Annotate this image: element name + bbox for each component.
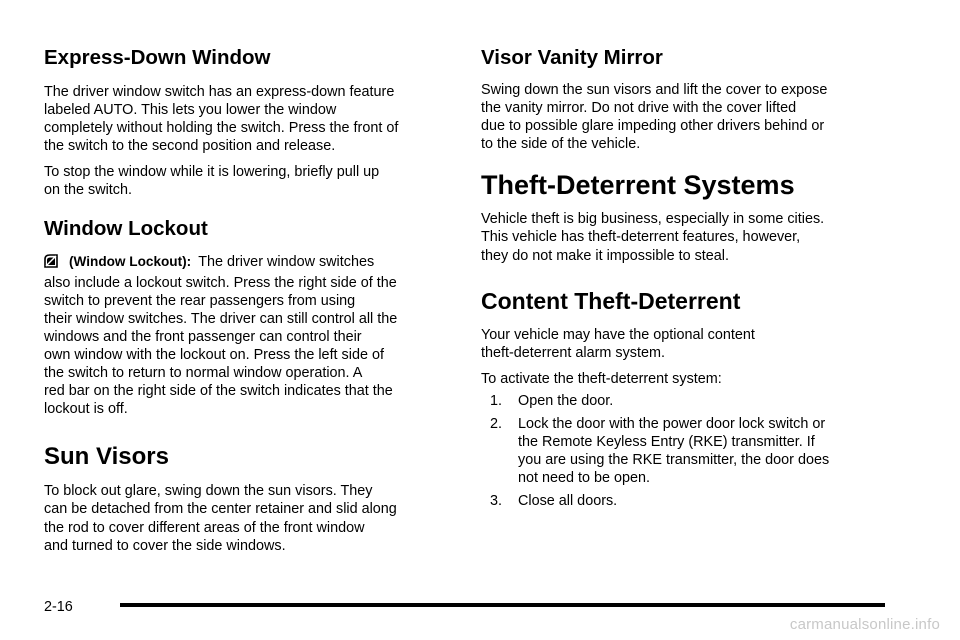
express-down-paragraph-2: To stop the window while it is lowering, briefly pull up on the switch. [44, 164, 380, 199]
watermark: carmanualsonline.info [789, 616, 940, 633]
window-lockout-heading: Window Lockout [44, 216, 208, 240]
window-lockout-paragraph: also include a lockout switch. Press the right side of the switch to prevent the rear passengers from using their window switches. The driver can still control all the windows and the front passenger can control their own window with the lockout on. Press the left side of the switch to return to normal window operation. A red bar on the right side of the switch indicates that the lockout is off. [44, 274, 398, 418]
activation-steps-list [481, 392, 901, 511]
step-number: 3. [490, 493, 503, 510]
page-number: 2-16 [44, 599, 73, 615]
right-column [481, 46, 901, 511]
sun-visors-paragraph: To block out glare, swing down the sun visors. They can be detached from the center retainer and slid along the rod to cover different areas of the front window and turned to cover the side windows. [44, 483, 397, 554]
step-text: Lock the door with the power door lock switch or the Remote Keyless Entry (RKE) transmitter. If you are using the RKE transmitter, the door does not need to be open. [518, 416, 830, 487]
footer-rule [120, 603, 885, 607]
list-item [481, 392, 901, 410]
vanity-mirror-heading: Visor Vanity Mirror [481, 46, 663, 69]
step-number: 1. [490, 392, 503, 409]
step-number: 2. [490, 416, 503, 433]
list-item [481, 492, 901, 510]
content-theft-paragraph-2: To activate the theft-deterrent system: [481, 370, 722, 387]
content-theft-paragraph-1: Your vehicle may have the optional content theft-deterrent alarm system. [481, 326, 755, 361]
window-lockout-lead-text: The driver window switches [198, 253, 375, 270]
step-text: Close all doors. [518, 493, 618, 510]
window-lockout-lead-line [44, 253, 454, 271]
vanity-mirror-paragraph: Swing down the sun visors and lift the cover to expose the vanity mirror. Do not drive with the cover lifted due to possible glare impeding other drivers behind or to the side of the vehicle. [481, 82, 828, 153]
content-theft-heading: Content Theft-Deterrent [481, 287, 741, 314]
sun-visors-heading: Sun Visors [44, 443, 169, 471]
list-item [481, 415, 901, 487]
theft-systems-paragraph: Vehicle theft is big business, especially in some cities. This vehicle has theft-deterrent features, however, they do not make it impossible to steal. [481, 211, 825, 264]
express-down-heading: Express-Down Window [44, 46, 271, 69]
theft-systems-heading: Theft-Deterrent Systems [481, 170, 795, 201]
left-column [44, 46, 454, 555]
window-lockout-label: (Window Lockout): [69, 253, 192, 269]
window-lockout-icon [44, 254, 58, 268]
step-text: Open the door. [518, 392, 614, 409]
express-down-paragraph-1: The driver window switch has an express-down feature labeled AUTO. This lets you lower the window completely without holding the switch. Press the front of the switch to the second position and release. [44, 84, 399, 155]
